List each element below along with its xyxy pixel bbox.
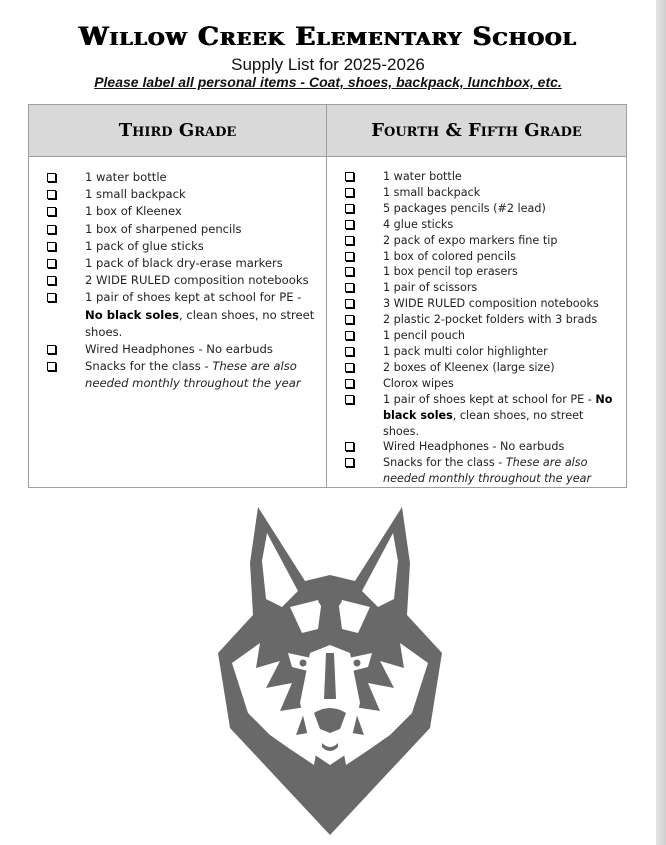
checkbox-icon bbox=[345, 204, 354, 213]
list-item: 1 pack multi color highlighter bbox=[327, 344, 626, 360]
list-item-headphones: Wired Headphones - No earbuds bbox=[327, 439, 626, 455]
list-item-shoes: 1 pair of shoes kept at school for PE - No black soles, clean shoes, no street shoes. bbox=[327, 392, 626, 440]
checkbox-icon bbox=[47, 259, 56, 268]
checkbox-icon bbox=[47, 242, 56, 251]
checkbox-icon bbox=[47, 276, 56, 285]
school-name: Willow Creek Elementary School bbox=[78, 22, 578, 51]
checkbox-icon bbox=[47, 207, 56, 216]
checkbox-icon bbox=[47, 345, 56, 354]
third-grade-column bbox=[29, 157, 327, 488]
list-item-snacks: Snacks for the class - These are also needed monthly throughout the year bbox=[29, 358, 326, 392]
list-item: 1 pack of black dry-erase markers bbox=[29, 255, 326, 272]
list-item: Clorox wipes bbox=[327, 376, 626, 392]
list-item: 2 boxes of Kleenex (large size) bbox=[327, 360, 626, 376]
label-instruction: Please label all personal items - Coat, shoes, backpack, lunchbox, etc. bbox=[94, 74, 562, 90]
wolf-logo bbox=[210, 503, 450, 838]
checkbox-icon bbox=[345, 442, 354, 451]
list-item: 1 small backpack bbox=[327, 185, 626, 201]
checkbox-icon bbox=[345, 252, 354, 261]
list-item: 1 box of Kleenex bbox=[29, 203, 326, 220]
checkbox-icon bbox=[47, 293, 56, 302]
fourth-fifth-grade-column bbox=[327, 157, 627, 488]
checkbox-icon bbox=[345, 172, 354, 181]
checkbox-icon bbox=[345, 347, 354, 356]
list-item-snacks: Snacks for the class - These are also needed monthly throughout the year bbox=[327, 455, 626, 487]
supply-table bbox=[28, 104, 627, 488]
list-item: 5 packages pencils (#2 lead) bbox=[327, 201, 626, 217]
wolf-head-icon bbox=[210, 503, 450, 838]
list-item: 2 plastic 2-pocket folders with 3 brads bbox=[327, 312, 626, 328]
third-grade-heading: Third Grade bbox=[29, 105, 327, 157]
checkbox-icon bbox=[345, 283, 354, 292]
checkbox-icon bbox=[47, 225, 56, 234]
list-item: 1 small backpack bbox=[29, 186, 326, 203]
list-item: 1 pack of glue sticks bbox=[29, 238, 326, 255]
checkbox-icon bbox=[345, 315, 354, 324]
checkbox-icon bbox=[345, 395, 354, 404]
fourth-fifth-grade-list bbox=[327, 169, 626, 487]
list-item: 1 box of sharpened pencils bbox=[29, 221, 326, 238]
viewer-edge bbox=[656, 0, 666, 845]
fourth-fifth-grade-heading: Fourth & Fifth Grade bbox=[327, 105, 627, 157]
checkbox-icon bbox=[47, 190, 56, 199]
checkbox-icon bbox=[345, 267, 354, 276]
checkbox-icon bbox=[47, 173, 56, 182]
checkbox-icon bbox=[345, 363, 354, 372]
list-item: 1 box of colored pencils bbox=[327, 249, 626, 265]
list-item: 2 pack of expo markers fine tip bbox=[327, 233, 626, 249]
supply-list-subtitle: Supply List for 2025-2026 bbox=[231, 55, 425, 74]
checkbox-icon bbox=[345, 188, 354, 197]
list-item: 1 water bottle bbox=[29, 169, 326, 186]
list-item: 1 pencil pouch bbox=[327, 328, 626, 344]
checkbox-icon bbox=[47, 362, 56, 371]
checkbox-icon bbox=[345, 236, 354, 245]
third-grade-list bbox=[29, 169, 326, 393]
checkbox-icon bbox=[345, 220, 354, 229]
list-item-headphones: Wired Headphones - No earbuds bbox=[29, 341, 326, 358]
checkbox-icon bbox=[345, 331, 354, 340]
list-item: 1 box pencil top erasers bbox=[327, 264, 626, 280]
list-item: 4 glue sticks bbox=[327, 217, 626, 233]
list-item-shoes: 1 pair of shoes kept at school for PE - No black soles, clean shoes, no street shoes. bbox=[29, 289, 326, 341]
list-item: 3 WIDE RULED composition notebooks bbox=[327, 296, 626, 312]
checkbox-icon bbox=[345, 379, 354, 388]
list-item: 2 WIDE RULED composition notebooks bbox=[29, 272, 326, 289]
checkbox-icon bbox=[345, 299, 354, 308]
list-item: 1 water bottle bbox=[327, 169, 626, 185]
list-item: 1 pair of scissors bbox=[327, 280, 626, 296]
checkbox-icon bbox=[345, 458, 354, 467]
